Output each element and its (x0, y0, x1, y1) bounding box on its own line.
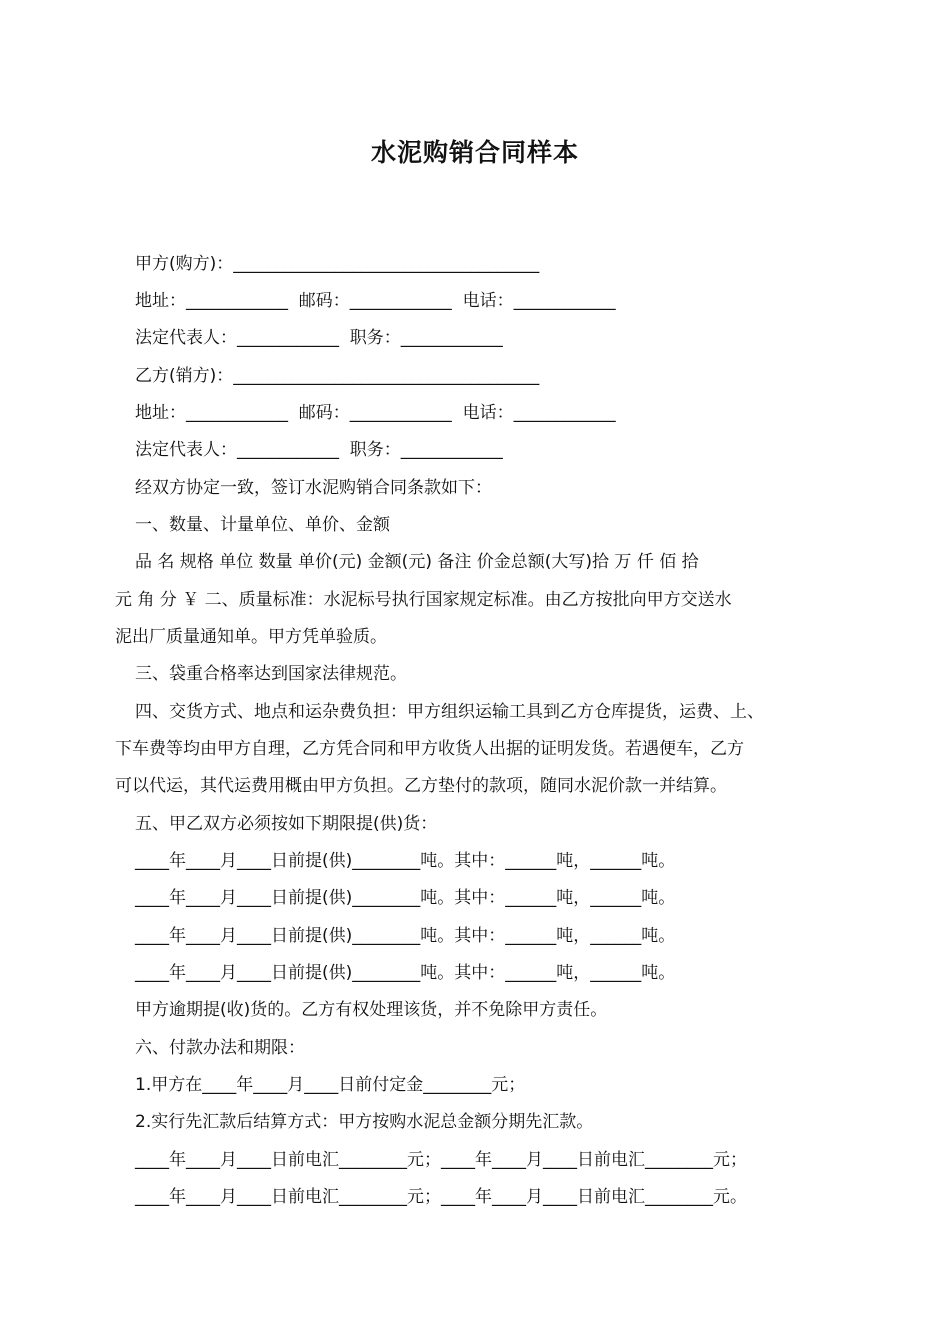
section-4-continuation: 可以代运，其代运费用概由甲方负担。乙方垫付的款项，随同水泥价款一并结算。 (115, 776, 727, 796)
section-4-continuation: 下车费等均由甲方自理，乙方凭合同和甲方收货人出据的证明发货。若遇便车，乙方 (115, 739, 744, 759)
delivery-schedule-row: ____年____月____日前提(供)________吨。其中：______吨，______吨。 (135, 963, 676, 983)
party-b-address-line: 地址：____________ 邮码：____________ 电话：____________ (135, 403, 616, 423)
section-6-heading: 六、付款办法和期限： (135, 1038, 305, 1058)
party-a-address-line: 地址：____________ 邮码：____________ 电话：____________ (135, 291, 616, 311)
delivery-schedule-row: ____年____月____日前提(供)________吨。其中：______吨，______吨。 (135, 851, 676, 871)
section-2-line: 元 角 分 ￥ 二、质量标准：水泥标号执行国家规定标准。由乙方按批向甲方交送水 (115, 590, 732, 610)
wire-transfer-row: ____年____月____日前电汇________元；____年____月____日前电汇________元； (135, 1150, 747, 1170)
document-title: 水泥购销合同样本 (370, 138, 579, 167)
section-1-table-line: 品 名 规格 单位 数量 单价(元) 金额(元) 备注 价金总额(大写)拾 万 仟 佰 拾 (135, 552, 699, 572)
section-5-heading: 五、甲乙双方必须按如下期限提(供)货： (135, 814, 438, 834)
delivery-schedule-row: ____年____月____日前提(供)________吨。其中：______吨，______吨。 (135, 888, 676, 908)
wire-transfer-row: ____年____月____日前电汇________元；____年____月____日前电汇________元。 (135, 1187, 747, 1207)
section-4-line: 四、交货方式、地点和运杂费负担：甲方组织运输工具到乙方仓库提货，运费、上、 (135, 702, 764, 722)
payment-method-line: 2.实行先汇款后结算方式：甲方按购水泥总金额分期先汇款。 (135, 1112, 594, 1132)
late-pickup-clause: 甲方逾期提(收)货的。乙方有权处理该货，并不免除甲方责任。 (135, 1000, 608, 1020)
delivery-schedule-row: ____年____月____日前提(供)________吨。其中：______吨，______吨。 (135, 926, 676, 946)
party-a-line: 甲方(购方)：____________________________________ (135, 254, 540, 274)
section-3-line: 三、袋重合格率达到国家法律规范。 (135, 664, 407, 684)
party-a-representative-line: 法定代表人：____________ 职务：____________ (135, 328, 503, 348)
deposit-line: 1.甲方在____年____月____日前付定金________元； (135, 1075, 526, 1095)
section-1-heading: 一、数量、计量单位、单价、金额 (135, 515, 390, 535)
agreement-intro: 经双方协定一致，签订水泥购销合同条款如下： (135, 478, 492, 498)
party-b-line: 乙方(销方)：____________________________________ (135, 366, 540, 386)
section-2-continuation: 泥出厂质量通知单。甲方凭单验质。 (115, 627, 387, 647)
party-b-representative-line: 法定代表人：____________ 职务：____________ (135, 440, 503, 460)
